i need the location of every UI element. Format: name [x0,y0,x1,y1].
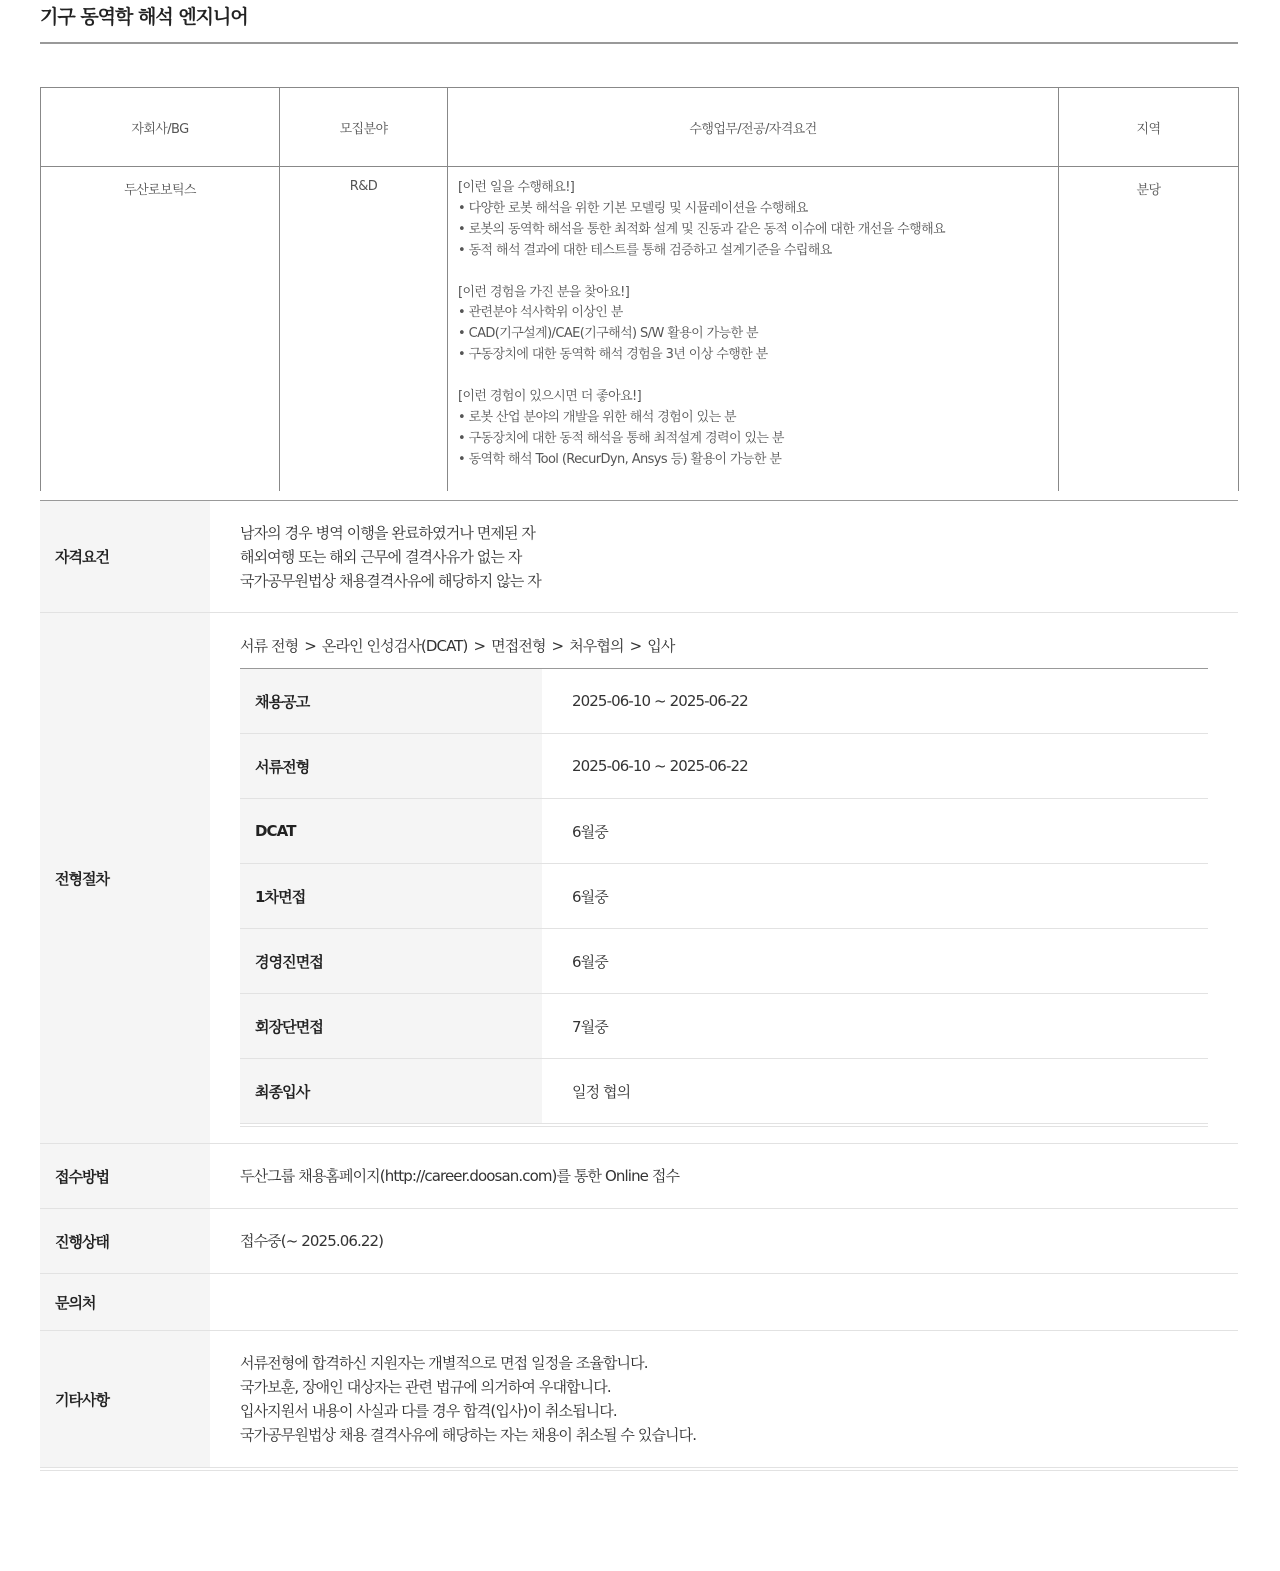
section-end-divider [40,1468,1238,1471]
job-detail-page [40,0,1238,1444]
schedule-end-divider [240,1124,1208,1127]
company-cell: 두산로보틱스 [41,167,280,492]
flow-arrow-icon: > [304,637,316,655]
status-row [40,1209,1238,1274]
schedule-row [240,799,1208,864]
flow-arrow-icon: > [629,637,642,655]
etc-line: 국가공무원법상 채용 결격사유에 해당하는 자는 채용이 취소될 수 있습니다. [240,1426,697,1444]
job-table-header-row [41,88,1239,167]
duties-cell [448,167,1059,492]
apply-method-text: 두산그룹 채용홈페이지(http://career.doosan.com)를 통한 Online 접수 [240,1167,680,1185]
header-field: 모집분야 [280,88,448,167]
schedule-row [240,734,1208,799]
status-label: 진행상태 [40,1209,210,1273]
duty-line: • 다양한 로봇 해석을 위한 기본 모델링 및 시뮬레이션을 수행해요 [458,200,808,216]
duty-line: [이런 경험이 있으시면 더 좋아요!] [458,389,642,405]
process-label: 전형절차 [40,613,210,1143]
job-detail-section [40,500,1238,1471]
qualification-line: 남자의 경우 병역 이행을 완료하였거나 면제된 자 [240,523,536,542]
contact-content [210,1274,1238,1330]
flow-step: 서류 전형 [240,637,299,655]
qualification-content [210,501,1238,612]
header-duties: 수행업무/전공/자격요건 [448,88,1059,167]
header-region: 지역 [1059,88,1239,167]
flow-step: 면접전형 [491,637,546,655]
flow-step: 입사 [647,637,675,655]
schedule-date: 6월중 [572,822,608,841]
etc-label: 기타사항 [40,1331,210,1467]
status-content [210,1209,1238,1273]
qualification-line: 해외여행 또는 해외 근무에 결격사유가 없는 자 [240,547,522,566]
schedule-stage: 최종입사 [240,1059,542,1123]
duty-line: • 구동장치에 대한 동역학 해석 경험을 3년 이상 수행한 분 [458,347,768,363]
schedule-stage: 서류전형 [240,734,542,798]
duty-line: • 구동장치에 대한 동적 해석을 통해 최적설계 경력이 있는 분 [458,430,784,446]
etc-content [210,1331,1238,1467]
duty-line: • CAD(기구설계)/CAE(기구해석) S/W 활용이 가능한 분 [458,326,759,342]
duty-line: • 동적 해석 결과에 대한 테스트를 통해 검증하고 설계기준을 수립해요 [458,242,832,258]
schedule-date: 2025-06-10 ~ 2025-06-22 [572,692,748,710]
schedule-date: 일정 협의 [572,1082,631,1101]
etc-line: 입사지원서 내용이 사실과 다를 경우 합격(입사)이 취소됩니다. [240,1402,617,1420]
schedule-row [240,864,1208,929]
duty-line: • 로봇의 동역학 해석을 통한 최적화 설계 및 진동과 같은 동적 이슈에 대한 개선을 수행해요 [458,221,946,237]
schedule-date: 7월중 [572,1017,608,1036]
contact-row [40,1274,1238,1331]
schedule-stage: 회장단면접 [240,994,542,1058]
schedule-stage: 채용공고 [240,669,542,733]
flow-step: 온라인 인성검사(DCAT) [321,637,468,655]
etc-line: 서류전형에 합격하신 지원자는 개별적으로 면접 일정을 조율합니다. [240,1354,648,1372]
status-text: 접수중(~ 2025.06.22) [240,1232,384,1250]
duty-line: [이런 일을 수행해요!] [458,180,575,195]
job-summary-table [40,87,1239,491]
schedule-row [240,994,1208,1059]
duties-list [448,167,1058,471]
schedule-date: 2025-06-10 ~ 2025-06-22 [572,757,748,775]
qualification-row [40,501,1238,613]
flow-arrow-icon: > [473,637,486,655]
apply-method-content [210,1144,1238,1208]
etc-row [40,1331,1238,1468]
duties-spacer [458,366,1048,387]
qualification-label: 자격요건 [40,501,210,612]
schedule-table [240,668,1208,1127]
schedule-row [240,1059,1208,1124]
contact-label: 문의처 [40,1274,210,1330]
apply-method-label: 접수방법 [40,1144,210,1208]
header-company: 자회사/BG [41,88,280,167]
schedule-row [240,929,1208,994]
flow-step: 처우협의 [569,637,624,655]
process-row [40,613,1238,1144]
apply-method-row [40,1144,1238,1209]
duty-line: • 로봇 산업 분야의 개발을 위한 해석 경험이 있는 분 [458,409,737,425]
process-flow [240,635,1208,657]
duty-line: • 관련분야 석사학위 이상인 분 [458,305,623,321]
duty-line: [이런 경험을 가진 분을 찾아요!] [458,284,630,300]
schedule-stage: 1차면접 [240,864,542,928]
process-content [210,613,1238,1143]
schedule-stage: 경영진면접 [240,929,542,993]
page-title: 기구 동역학 해석 엔지니어 [40,0,1238,44]
duties-spacer [458,262,1048,283]
qualification-line: 국가공무원법상 채용결격사유에 해당하지 않는 자 [240,571,541,590]
etc-line: 국가보훈, 장애인 대상자는 관련 법규에 의거하여 우대합니다. [240,1378,611,1396]
schedule-stage: DCAT [240,799,542,863]
flow-arrow-icon: > [551,637,564,655]
schedule-date: 6월중 [572,952,608,971]
job-table-row [41,167,1239,492]
field-cell: R&D [280,167,448,492]
duty-line: • 동역학 해석 Tool (RecurDyn, Ansys 등) 활용이 가능한 분 [458,451,782,467]
schedule-date: 6월중 [572,887,608,906]
schedule-row [240,669,1208,734]
region-cell: 분당 [1059,167,1239,492]
